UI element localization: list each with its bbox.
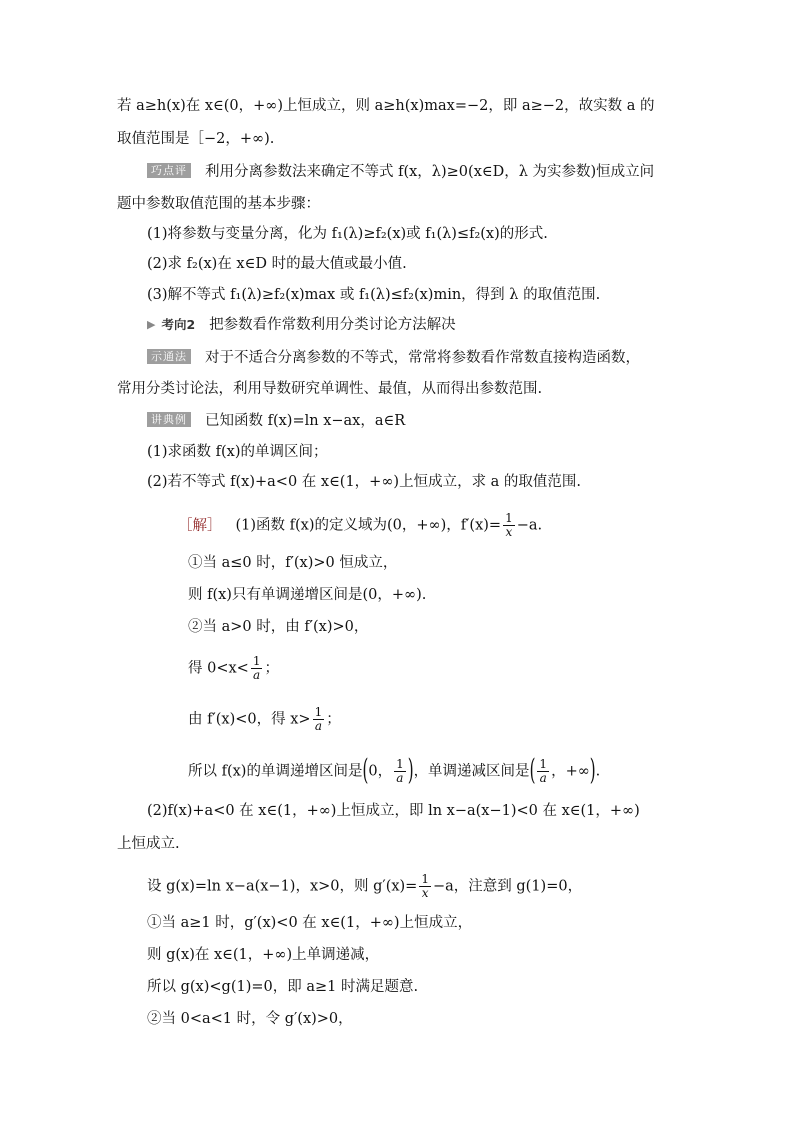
step-1: (1)将参数与变量分离，化为 f₁(λ)≥f₂(x)或 f₁(λ)≤f₂(x)的形式. xyxy=(147,226,548,242)
comment-line-1 xyxy=(147,162,654,182)
g-case-1-result: 则 g(x)在 x∈(1，+∞)上单调递减， xyxy=(147,947,380,963)
case-2-step-2 xyxy=(188,706,341,733)
step-2: (2)求 f₂(x)在 x∈D 时的最大值或最小值. xyxy=(147,256,407,272)
case-1: ①当 a≤0 时，f′(x)>0 恒成立， xyxy=(188,555,398,571)
case-2-step-1 xyxy=(188,655,279,682)
period: . xyxy=(595,763,601,780)
fraction-1-over-a: $\frac{1}{a}$ xyxy=(252,654,261,682)
comment-line-2: 题中参数取值范围的基本步骤： xyxy=(117,196,320,212)
define-g xyxy=(147,873,582,900)
part-2-line-2: 上恒成立. xyxy=(117,836,180,852)
method-tag: 示通法 xyxy=(147,349,191,364)
step-3: (3)解不等式 f₁(λ)≥f₂(x)max 或 f₁(λ)≤f₂(x)min，得到 λ 的取值范围. xyxy=(147,287,601,303)
right-paren: ) xyxy=(407,752,414,787)
g-case-2: ②当 0<a<1 时，令 g′(x)>0， xyxy=(147,1011,353,1027)
example-tag: 讲典例 xyxy=(147,412,191,427)
comment-tag: 巧点评 xyxy=(147,163,191,178)
fraction-1-over-a-3: $\frac{1}{a}$ xyxy=(396,757,404,785)
interval-comma-2: ， xyxy=(551,763,566,780)
text-line-1: 若 a≥h(x)在 x∈(0，+∞)上恒成立，则 a≥h(x)max=−2，即 a≥−2，故实数 a 的 xyxy=(117,98,655,114)
fraction-1-over-x: $\frac{1}{x}$ xyxy=(505,511,513,539)
fraction-1-over-x-2: $\frac{1}{x}$ xyxy=(421,872,429,900)
question-1: (1)求函数 f(x)的单调区间； xyxy=(147,444,328,460)
example-line xyxy=(147,411,405,431)
text-line-2: 取值范围是［−2，+∞). xyxy=(117,131,275,147)
comment-text-1: 利用分离参数法来确定不等式 f(x，λ)≥0(x∈D，λ 为实参数)恒成立问 xyxy=(205,164,655,180)
example-text: 已知函数 f(x)=ln x−ax，a∈R xyxy=(205,413,406,429)
left-paren-2: ( xyxy=(529,752,536,787)
interval-end: +∞ xyxy=(565,763,590,780)
define-g-end: −a，注意到 g(1)=0， xyxy=(432,878,583,895)
method-line-2: 常用分类讨论法，利用导数研究单调性、最值，从而得出参数范围. xyxy=(117,381,543,397)
solution-text-1b: −a. xyxy=(516,517,543,534)
g-case-1: ①当 a≥1 时，g′(x)<0 在 x∈(1，+∞)上恒成立， xyxy=(147,915,473,931)
left-paren: ( xyxy=(362,752,369,787)
case-2: ②当 a>0 时，由 f′(x)>0， xyxy=(188,619,369,635)
question-2: (2)若不等式 f(x)+a<0 在 x∈(1，+∞)上恒成立，求 a 的取值范围. xyxy=(147,474,582,490)
case-2-step-2-text: 由 f′(x)<0，得 x> xyxy=(188,711,311,728)
triangle-arrow-icon: ▶ xyxy=(147,318,156,331)
part-2-line-1: (2)f(x)+a<0 在 x∈(1，+∞)上恒成立，即 ln x−a(x−1)<0 在 x∈(1，+∞) xyxy=(147,803,640,819)
direction-tag: 考向2 xyxy=(161,317,196,332)
direction-title: 把参数看作常数利用分类讨论方法解决 xyxy=(209,317,456,333)
interval-comma: ， xyxy=(377,763,393,780)
solution-line-1 xyxy=(178,512,542,539)
method-text-1: 对于不适合分离参数的不等式，常常将参数看作常数直接构造函数， xyxy=(205,350,640,366)
fraction-1-over-a-2: $\frac{1}{a}$ xyxy=(314,705,323,733)
fraction-1-over-a-4: $\frac{1}{a}$ xyxy=(539,757,548,785)
case-1-result: 则 f(x)只有单调递增区间是(0，+∞). xyxy=(188,587,427,603)
define-g-text: 设 g(x)=ln x−a(x−1)，x>0，则 g′(x)= xyxy=(147,878,418,895)
solution-tag: ［解］ xyxy=(178,517,222,534)
case-2-step-2-end: ； xyxy=(326,711,341,728)
right-paren-2: ) xyxy=(589,752,596,787)
monotonic-intervals xyxy=(188,752,601,787)
direction-heading xyxy=(147,315,456,335)
case-2-step-1-text: 得 0<x< xyxy=(188,660,249,677)
case-2-step-1-end: ； xyxy=(264,660,279,677)
g-case-1-conclusion: 所以 g(x)<g(1)=0，即 a≥1 时满足题意. xyxy=(147,979,419,995)
decreasing-interval-label: ，单调递减区间是 xyxy=(413,763,530,780)
increasing-interval-label: 所以 f(x)的单调递增区间是 xyxy=(188,763,363,780)
solution-text-1: (1)函数 f(x)的定义域为(0，+∞)，f′(x)= xyxy=(235,517,502,534)
method-line-1 xyxy=(147,348,640,368)
interval-start: 0 xyxy=(368,763,378,780)
